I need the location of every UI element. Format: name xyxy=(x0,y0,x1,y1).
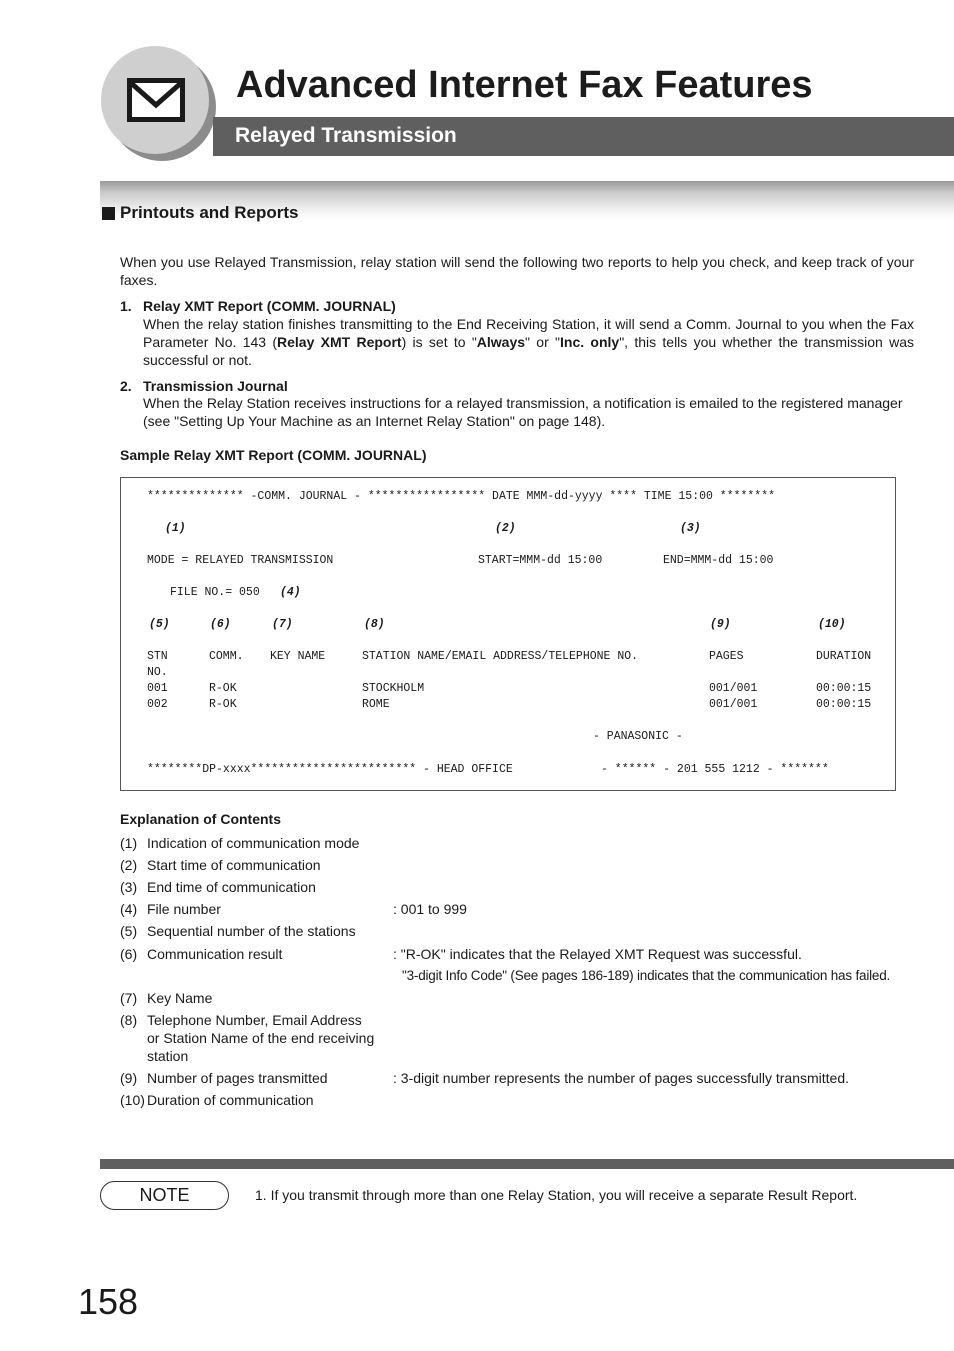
report-footer-left: ********DP-xxxx************************ - HEAD OFFICE xyxy=(147,763,513,776)
item-2-heading: Transmission Journal xyxy=(143,378,288,394)
row-2-pages: 001/001 xyxy=(709,698,758,711)
row-1-station: STOCKHOLM xyxy=(362,682,425,695)
report-ref-7: (7) xyxy=(272,618,293,631)
row-2-stn: 002 xyxy=(147,698,168,711)
expl-label: File number xyxy=(147,901,221,917)
item-1-heading: Relay XMT Report (COMM. JOURNAL) xyxy=(143,298,396,314)
col-head-comm: COMM. xyxy=(209,650,244,663)
expl-num: (5) xyxy=(120,923,138,939)
section-bullet-icon xyxy=(102,207,115,220)
expl-label-continued: station xyxy=(147,1048,189,1064)
item-1-number: 1. xyxy=(120,298,132,314)
report-ref-8: (8) xyxy=(364,618,385,631)
expl-desc-continued: "3-digit Info Code" (See pages 186-189) indicates that the communication has failed. xyxy=(402,968,891,983)
expl-label: End time of communication xyxy=(147,879,316,895)
explanation-title: Explanation of Contents xyxy=(120,811,281,827)
expl-num: (8) xyxy=(120,1012,138,1028)
row-1-duration: 00:00:15 xyxy=(816,682,872,695)
report-footer-right: - ****** - 201 555 1212 - ******* xyxy=(601,763,829,776)
row-1-stn: 001 xyxy=(147,682,168,695)
report-ref-1: (1) xyxy=(165,522,186,535)
page-subtitle: Relayed Transmission xyxy=(235,124,457,147)
expl-num: (9) xyxy=(120,1070,138,1086)
intro-paragraph: When you use Relayed Transmission, relay station will send the following two reports to help you check, and keep track of your faxes. xyxy=(120,254,914,288)
report-header-line: ************** -COMM. JOURNAL - ***************** DATE MMM-dd-yyyy **** TIME 15:00 ******** xyxy=(147,490,776,503)
expl-label: Duration of communication xyxy=(147,1092,314,1108)
expl-num: (2) xyxy=(120,857,138,873)
section-title: Printouts and Reports xyxy=(120,203,299,222)
expl-label: Key Name xyxy=(147,990,213,1006)
col-head-key-name: KEY NAME xyxy=(270,650,326,663)
expl-label: Communication result xyxy=(147,946,283,962)
note-label: NOTE xyxy=(100,1181,229,1210)
expl-label: Sequential number of the stations xyxy=(147,923,356,939)
item-2-text: When the Relay Station receives instructions for a relayed transmission, a notification is emailed to the registered manager (see "Setting Up Your Machine as an Internet Relay Station" on page 148). xyxy=(143,395,903,429)
expl-num: (6) xyxy=(120,946,138,962)
row-1-pages: 001/001 xyxy=(709,682,758,695)
report-ref-4: (4) xyxy=(280,586,301,599)
report-file-no: FILE NO.= 050 xyxy=(170,586,260,599)
expl-label: Telephone Number, Email Address xyxy=(147,1012,362,1028)
report-mode: MODE = RELAYED TRANSMISSION xyxy=(147,554,334,567)
row-2-station: ROME xyxy=(362,698,390,711)
item-2-number: 2. xyxy=(120,378,132,394)
report-ref-2: (2) xyxy=(495,522,516,535)
col-head-pages: PAGES xyxy=(709,650,744,663)
expl-num: (3) xyxy=(120,879,138,895)
report-end: END=MMM-dd 15:00 xyxy=(663,554,774,567)
report-ref-6: (6) xyxy=(210,618,231,631)
expl-desc: : "R-OK" indicates that the Relayed XMT Request was successful. xyxy=(393,946,802,962)
sample-report-box xyxy=(120,477,896,791)
bottom-rule xyxy=(100,1159,954,1169)
report-ref-9: (9) xyxy=(710,618,731,631)
page-title: Advanced Internet Fax Features xyxy=(236,64,813,106)
expl-num: (4) xyxy=(120,901,138,917)
report-start: START=MMM-dd 15:00 xyxy=(478,554,603,567)
expl-num: (1) xyxy=(120,835,138,851)
row-1-comm: R-OK xyxy=(209,682,237,695)
expl-num: (7) xyxy=(120,990,138,1006)
expl-label-continued: or Station Name of the end receiving xyxy=(147,1030,375,1046)
row-2-duration: 00:00:15 xyxy=(816,698,872,711)
col-head-no: NO. xyxy=(147,666,168,679)
expl-desc: : 001 to 999 xyxy=(393,901,467,917)
report-brand: - PANASONIC - xyxy=(593,730,683,743)
col-head-duration: DURATION xyxy=(816,650,872,663)
envelope-icon xyxy=(127,78,185,122)
expl-label: Indication of communication mode xyxy=(147,835,360,851)
expl-label: Start time of communication xyxy=(147,857,321,873)
page-number: 158 xyxy=(78,1281,139,1322)
row-2-comm: R-OK xyxy=(209,698,237,711)
col-head-stn: STN xyxy=(147,650,168,663)
sample-report-title: Sample Relay XMT Report (COMM. JOURNAL) xyxy=(120,447,427,463)
note-text: 1. If you transmit through more than one Relay Station, you will receive a separate Result Report. xyxy=(255,1187,858,1203)
item-1-text: When the relay station finishes transmitting to the End Receiving Station, it will send a Comm. Journal to you when the Fax Parameter No. 143 (Relay XMT Report) is set to "Always" or "Inc. only", this tells you whether the transmission was successful or not. xyxy=(143,316,914,368)
expl-num: (10) xyxy=(120,1092,145,1108)
expl-label: Number of pages transmitted xyxy=(147,1070,328,1086)
report-ref-3: (3) xyxy=(680,522,701,535)
col-head-station: STATION NAME/EMAIL ADDRESS/TELEPHONE NO. xyxy=(362,650,639,663)
expl-desc: : 3-digit number represents the number of pages successfully transmitted. xyxy=(393,1070,849,1086)
report-ref-5: (5) xyxy=(149,618,170,631)
report-ref-10: (10) xyxy=(818,618,846,631)
